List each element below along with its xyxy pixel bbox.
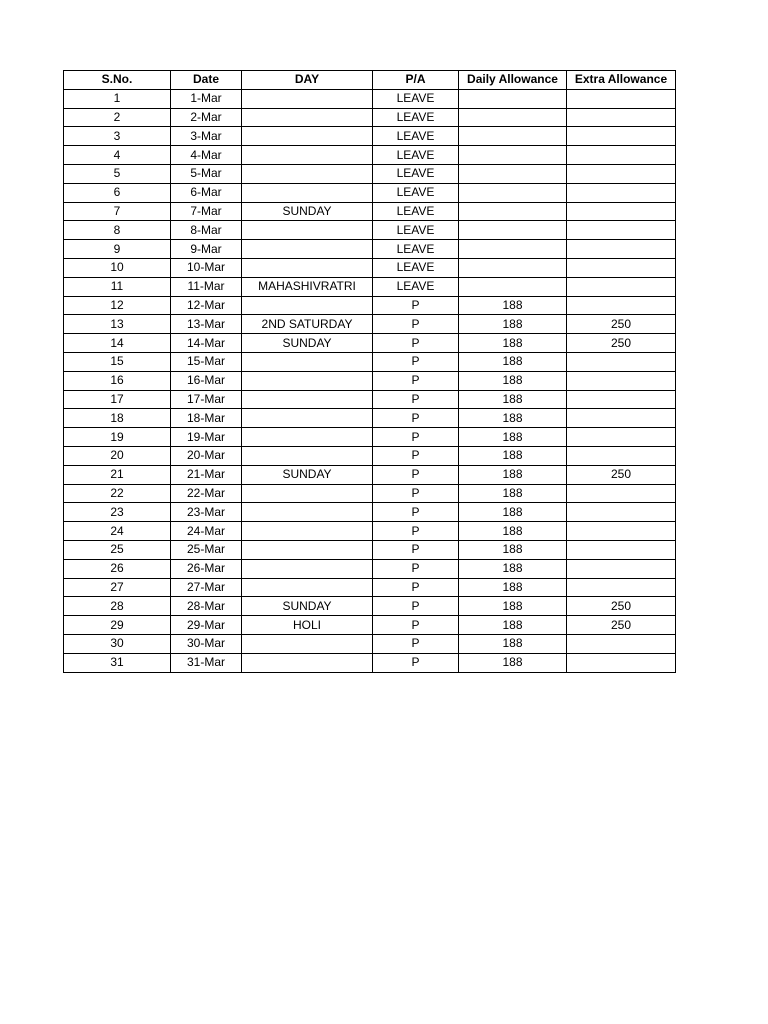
cell-pa: P [373,522,459,541]
table-row [64,465,676,484]
cell-daily-allowance: 188 [459,352,567,371]
cell-pa: P [373,296,459,315]
cell-pa: P [373,597,459,616]
cell-daily-allowance: 188 [459,503,567,522]
cell-date: 30-Mar [171,634,242,653]
cell-day [242,540,373,559]
cell-daily-allowance: 188 [459,315,567,334]
cell-pa: P [373,540,459,559]
cell-daily-allowance [459,277,567,296]
cell-date: 17-Mar [171,390,242,409]
cell-sno: 3 [64,127,171,146]
cell-pa: P [373,634,459,653]
cell-daily-allowance: 188 [459,334,567,353]
cell-pa: P [373,578,459,597]
table-row [64,578,676,597]
cell-sno: 26 [64,559,171,578]
cell-day [242,146,373,165]
table-row [64,634,676,653]
cell-extra-allowance [567,221,676,240]
cell-day: SUNDAY [242,334,373,353]
cell-pa: LEAVE [373,164,459,183]
cell-date: 4-Mar [171,146,242,165]
cell-sno: 7 [64,202,171,221]
cell-day [242,634,373,653]
cell-sno: 25 [64,540,171,559]
cell-date: 9-Mar [171,240,242,259]
cell-date: 6-Mar [171,183,242,202]
table-row [64,446,676,465]
cell-date: 7-Mar [171,202,242,221]
table-row [64,183,676,202]
cell-extra-allowance [567,108,676,127]
cell-daily-allowance: 188 [459,559,567,578]
cell-date: 12-Mar [171,296,242,315]
cell-day [242,352,373,371]
cell-sno: 23 [64,503,171,522]
cell-day [242,164,373,183]
attendance-table [63,70,676,673]
cell-sno: 20 [64,446,171,465]
table-row [64,146,676,165]
cell-extra-allowance [567,296,676,315]
cell-date: 8-Mar [171,221,242,240]
cell-day [242,221,373,240]
cell-day: SUNDAY [242,597,373,616]
cell-day [242,484,373,503]
cell-extra-allowance [567,277,676,296]
cell-daily-allowance [459,221,567,240]
cell-sno: 16 [64,371,171,390]
table-row [64,559,676,578]
table-row [64,540,676,559]
cell-day [242,409,373,428]
table-row [64,522,676,541]
cell-extra-allowance: 250 [567,334,676,353]
cell-sno: 4 [64,146,171,165]
cell-sno: 27 [64,578,171,597]
cell-pa: LEAVE [373,221,459,240]
cell-date: 16-Mar [171,371,242,390]
cell-day [242,371,373,390]
cell-date: 31-Mar [171,653,242,672]
cell-pa: P [373,409,459,428]
table-row [64,616,676,635]
cell-daily-allowance [459,240,567,259]
cell-sno: 15 [64,352,171,371]
table-row [64,371,676,390]
cell-date: 20-Mar [171,446,242,465]
cell-extra-allowance [567,578,676,597]
cell-pa: LEAVE [373,202,459,221]
cell-sno: 5 [64,164,171,183]
cell-pa: P [373,428,459,447]
cell-date: 10-Mar [171,258,242,277]
cell-daily-allowance [459,164,567,183]
cell-pa: P [373,446,459,465]
cell-daily-allowance [459,258,567,277]
cell-date: 11-Mar [171,277,242,296]
cell-pa: P [373,503,459,522]
cell-sno: 22 [64,484,171,503]
cell-sno: 2 [64,108,171,127]
cell-extra-allowance [567,258,676,277]
cell-pa: P [373,390,459,409]
cell-daily-allowance: 188 [459,597,567,616]
cell-pa: P [373,653,459,672]
cell-daily-allowance: 188 [459,634,567,653]
cell-extra-allowance: 250 [567,597,676,616]
cell-sno: 31 [64,653,171,672]
cell-sno: 10 [64,258,171,277]
cell-extra-allowance [567,390,676,409]
cell-extra-allowance [567,146,676,165]
cell-date: 1-Mar [171,89,242,108]
cell-sno: 12 [64,296,171,315]
table-row [64,334,676,353]
cell-pa: LEAVE [373,108,459,127]
table-row [64,164,676,183]
cell-daily-allowance: 188 [459,390,567,409]
cell-pa: LEAVE [373,277,459,296]
cell-sno: 11 [64,277,171,296]
table-body [64,89,676,672]
cell-daily-allowance [459,146,567,165]
cell-date: 26-Mar [171,559,242,578]
table-row [64,503,676,522]
cell-daily-allowance: 188 [459,446,567,465]
cell-pa: P [373,315,459,334]
table-row [64,597,676,616]
cell-extra-allowance [567,352,676,371]
cell-sno: 21 [64,465,171,484]
cell-day [242,522,373,541]
cell-daily-allowance: 188 [459,484,567,503]
cell-day [242,108,373,127]
cell-extra-allowance [567,634,676,653]
cell-pa: LEAVE [373,258,459,277]
header-date: Date [171,71,242,90]
cell-extra-allowance [567,484,676,503]
cell-extra-allowance: 250 [567,315,676,334]
cell-pa: P [373,371,459,390]
cell-date: 13-Mar [171,315,242,334]
cell-pa: LEAVE [373,89,459,108]
cell-sno: 8 [64,221,171,240]
cell-date: 19-Mar [171,428,242,447]
cell-extra-allowance [567,127,676,146]
header-extra-allowance: Extra Allowance [567,71,676,90]
cell-date: 22-Mar [171,484,242,503]
cell-daily-allowance: 188 [459,522,567,541]
cell-day [242,240,373,259]
cell-sno: 19 [64,428,171,447]
cell-date: 14-Mar [171,334,242,353]
table-row [64,352,676,371]
cell-date: 2-Mar [171,108,242,127]
cell-day: 2ND SATURDAY [242,315,373,334]
cell-daily-allowance: 188 [459,616,567,635]
table-row [64,390,676,409]
cell-daily-allowance: 188 [459,409,567,428]
cell-extra-allowance [567,240,676,259]
cell-pa: LEAVE [373,183,459,202]
table-row [64,484,676,503]
table-row [64,108,676,127]
header-pa: P/A [373,71,459,90]
cell-pa: P [373,352,459,371]
cell-extra-allowance [567,371,676,390]
cell-day [242,183,373,202]
cell-sno: 30 [64,634,171,653]
table-row [64,277,676,296]
cell-sno: 28 [64,597,171,616]
cell-extra-allowance [567,540,676,559]
cell-extra-allowance [567,89,676,108]
cell-pa: P [373,334,459,353]
cell-extra-allowance [567,653,676,672]
cell-day: SUNDAY [242,202,373,221]
table-row [64,428,676,447]
cell-date: 28-Mar [171,597,242,616]
cell-daily-allowance [459,127,567,146]
cell-pa: P [373,465,459,484]
cell-daily-allowance: 188 [459,428,567,447]
cell-sno: 17 [64,390,171,409]
cell-day [242,89,373,108]
table-row [64,221,676,240]
cell-sno: 6 [64,183,171,202]
cell-sno: 29 [64,616,171,635]
cell-date: 21-Mar [171,465,242,484]
cell-extra-allowance [567,522,676,541]
cell-sno: 9 [64,240,171,259]
header-daily-allowance: Daily Allowance [459,71,567,90]
cell-day [242,653,373,672]
cell-daily-allowance: 188 [459,296,567,315]
table-row [64,89,676,108]
table-row [64,409,676,428]
cell-date: 29-Mar [171,616,242,635]
cell-day [242,390,373,409]
cell-date: 25-Mar [171,540,242,559]
cell-day: HOLI [242,616,373,635]
cell-day [242,446,373,465]
cell-extra-allowance [567,503,676,522]
cell-extra-allowance [567,164,676,183]
cell-daily-allowance: 188 [459,578,567,597]
cell-day: MAHASHIVRATRI [242,277,373,296]
table-row [64,202,676,221]
cell-daily-allowance: 188 [459,540,567,559]
cell-extra-allowance [567,446,676,465]
table-row [64,240,676,259]
cell-pa: P [373,484,459,503]
cell-day: SUNDAY [242,465,373,484]
cell-date: 5-Mar [171,164,242,183]
cell-pa: LEAVE [373,127,459,146]
table-row [64,296,676,315]
cell-date: 3-Mar [171,127,242,146]
cell-day [242,503,373,522]
cell-pa: P [373,616,459,635]
header-row [64,71,676,90]
header-day: DAY [242,71,373,90]
cell-daily-allowance: 188 [459,653,567,672]
cell-pa: LEAVE [373,240,459,259]
cell-sno: 24 [64,522,171,541]
cell-extra-allowance [567,409,676,428]
table-row [64,653,676,672]
cell-pa: P [373,559,459,578]
table-row [64,315,676,334]
cell-daily-allowance: 188 [459,371,567,390]
cell-daily-allowance [459,108,567,127]
cell-extra-allowance [567,428,676,447]
cell-sno: 1 [64,89,171,108]
cell-date: 24-Mar [171,522,242,541]
cell-pa: LEAVE [373,146,459,165]
cell-extra-allowance [567,559,676,578]
cell-extra-allowance: 250 [567,465,676,484]
cell-extra-allowance [567,202,676,221]
cell-sno: 13 [64,315,171,334]
table-row [64,258,676,277]
header-sno: S.No. [64,71,171,90]
cell-day [242,578,373,597]
table-row [64,127,676,146]
cell-date: 27-Mar [171,578,242,597]
cell-extra-allowance [567,183,676,202]
cell-day [242,296,373,315]
cell-day [242,428,373,447]
cell-day [242,258,373,277]
cell-day [242,127,373,146]
cell-sno: 14 [64,334,171,353]
cell-extra-allowance: 250 [567,616,676,635]
cell-date: 18-Mar [171,409,242,428]
cell-daily-allowance [459,89,567,108]
cell-daily-allowance [459,183,567,202]
cell-date: 15-Mar [171,352,242,371]
cell-date: 23-Mar [171,503,242,522]
cell-sno: 18 [64,409,171,428]
cell-day [242,559,373,578]
cell-daily-allowance: 188 [459,465,567,484]
cell-daily-allowance [459,202,567,221]
